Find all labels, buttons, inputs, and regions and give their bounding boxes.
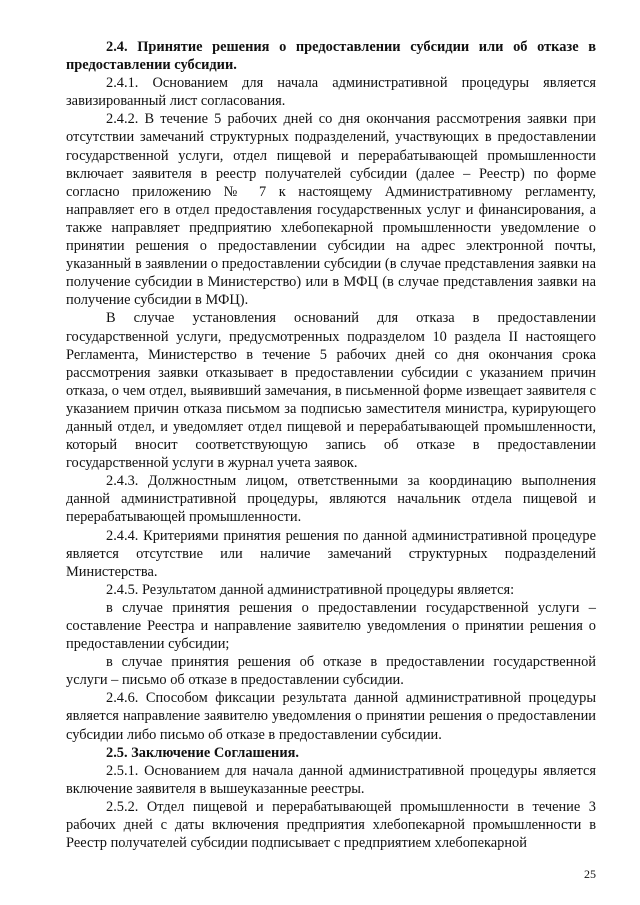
section-heading-2-4: 2.4. Принятие решения о предоставлении субсидии или об отказе в предоставлении субсидии. — [66, 39, 596, 74]
section-heading-2-5: 2.5. Заключение Соглашения. — [106, 744, 300, 761]
paragraph-result-refusal: в случае принятия решения об отказе в предоставлении государственной услуги – письмо об отказе в предоставлении субсидии. — [66, 654, 596, 689]
paragraph-2-5-1: 2.5.1. Основанием для начала данной административной процедуры является включение заявителя в вышеуказанные реестры. — [66, 762, 596, 797]
paragraph-2-4-5: 2.4.5. Результатом данной административной процедуры является: — [106, 581, 515, 598]
paragraph-refusal: В случае установления оснований для отказа в предоставлении государственной услуги, предусмотренных подразделом 10 раздела II настоящего Регламента, Министерство в течение 5 рабочих дней со дня окончания срока рассмотрения заявки отказывает в предоставлении субсидии с указанием причин отказа, о чем отдел, выявивший замечания, в письменной форме извещает заявителя с указанием причин отказа письмом за подписью заместителя министра, курирующего данный отдел, и уведомляет отдел пищевой и перерабатывающей промышленности, который вносит соответствующую запись об отказе в предоставлении государственной услуги в журнал учета заявок. — [66, 310, 596, 472]
page-number: 25 — [584, 866, 596, 881]
paragraph-2-4-3: 2.4.3. Должностным лицом, ответственными за координацию выполнения данной административной процедуры, являются начальник отдела пищевой и перерабатывающей промышленности. — [66, 473, 596, 526]
paragraph-2-5-2: 2.5.2. Отдел пищевой и перерабатывающей промышленности в течение 3 рабочих дней с даты включения предприятия хлебопекарной промышленности в Реестр получателей субсидии подписывает с предприятием хлебопекарной — [66, 798, 596, 852]
paragraph-2-4-6: 2.4.6. Способом фиксации результата данной административной процедуры является направление заявителю уведомления о принятии решения о предоставлении субсидии либо письмо об отказе в предоставлении субсидии. — [66, 690, 596, 743]
paragraph-2-4-1: 2.4.1. Основанием для начала административной процедуры является завизированный лист согласования. — [66, 75, 596, 110]
paragraph-2-4-2: 2.4.2. В течение 5 рабочих дней со дня окончания рассмотрения заявки при отсутствии замечаний структурных подразделений, участвующих в предоставлении государственной услуги, отдел пищевой и перерабатывающей промышленности включает заявителя в реестр получателей субсидии (далее – Реестр) по форме согласно приложению № 7 к настоящему Административному регламенту, направляет его в отдел предоставления государственных услуг и финансирования, а также направляет предприятию хлебопекарной промышленности уведомление о принятии решения о предоставлении субсидии на адрес электронной почты, указанный в заявлении о предоставлении субсидии (в случае представления заявки на получение субсидии в Министерство) или в МФЦ (в случае представления заявки на получение субсидии в МФЦ). — [66, 111, 596, 309]
paragraph-result-approval: в случае принятия решения о предоставлении государственной услуги – составление Реестра и направление заявителю уведомления о принятии решения о предоставлении субсидии; — [66, 599, 596, 653]
paragraph-2-4-4: 2.4.4. Критериями принятия решения по данной административной процедуре является отсутствие или наличие замечаний структурных подразделений Министерства. — [66, 527, 596, 580]
